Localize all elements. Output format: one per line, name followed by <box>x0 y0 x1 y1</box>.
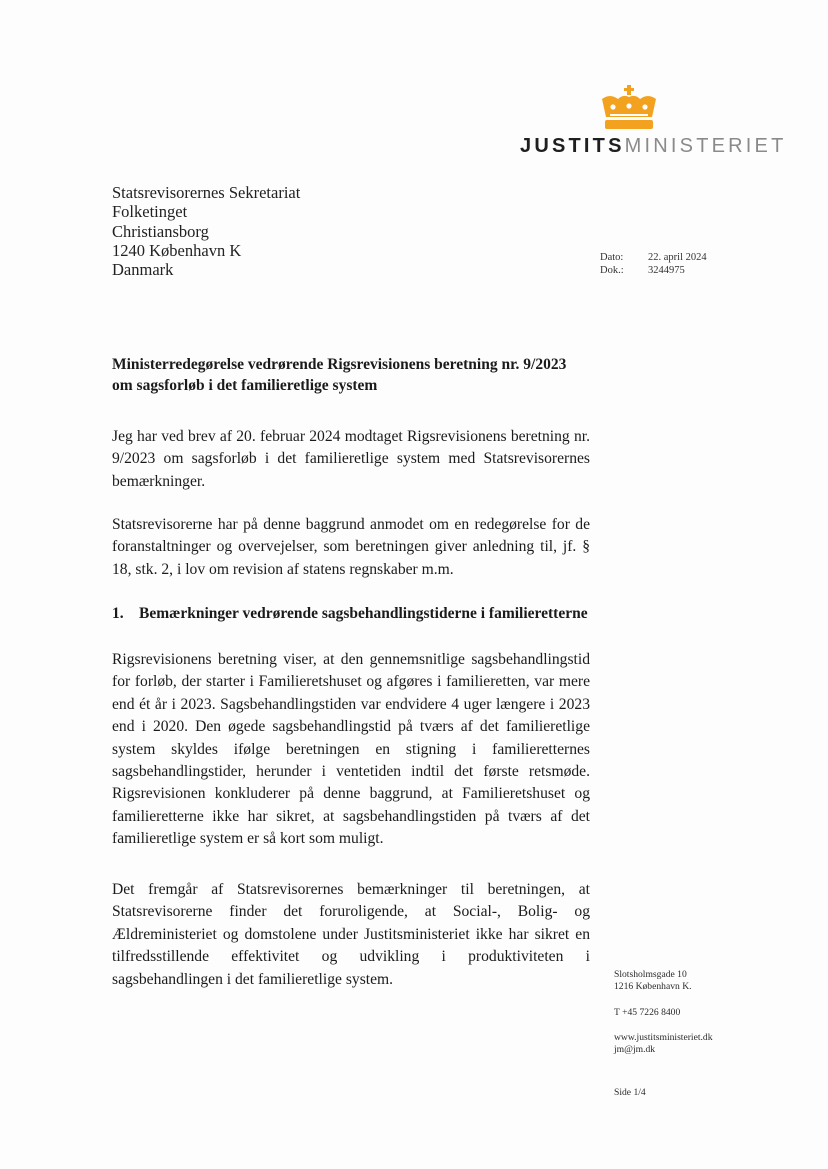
address-line: 1240 København K <box>112 240 242 260</box>
date-value: 22. april 2024 <box>648 252 707 263</box>
paragraph-request: Statsrevisorerne har på denne baggrund anmodet om en redegørelse for de foranstaltninger og overvejelser, som beretningen giver anledning til, jf. § 18, stk. 2, i lov om revision af statens regnskaber m.m. <box>112 516 590 578</box>
document-title: Ministerredegørelse vedrørende Rigsrevisionens beretning nr. 9/2023 om sagsforløb i det familieretlige system <box>112 356 567 394</box>
paragraph-findings: Rigsrevisionens beretning viser, at den gennemsnitlige sagsbehandlingstid for forløb, der starter i Familieretshuset og afgøres i familieretten, var mere end ét år i 2023. Sagsbehandlingstiden var endvidere 4 uger længere i 2023 end i 2020. Den øgede sagsbehandlingstid på tværs af det familieretlige system skyldes ifølge beretningen en stigning i familieretternes sagsbehandlingstider, herunder i ventetiden indtil det første retsmøde. Rigsrevisionen konkluderer på denne baggrund, at Familieretshuset og familieretterne ikke har sikret, at sagsbehandlingstiden på tværs af det familieretlige system er så kort som muligt. <box>112 651 590 848</box>
doc-row <box>600 264 707 277</box>
paragraph-remarks: Det fremgår af Statsrevisorernes bemærkninger til beretningen, at Statsrevisorerne finder det foruroligende, at Social-, Bolig- og Ældreministeriet og domstolene under Justitsministeriet ikke har sikret en tilfredsstillende effektivitet og udvikling i produktiviteten i sagsbehandlingen i det familieretlige system. <box>112 881 590 988</box>
address-line: Folketinget <box>112 202 188 222</box>
logo-part2: MINISTERIET <box>624 135 787 157</box>
document-meta <box>600 251 707 277</box>
section-number: 1. <box>112 605 124 622</box>
address-line: Danmark <box>112 260 174 280</box>
ministry-website-link[interactable]: www.justitsministeriet.dk <box>614 1032 713 1043</box>
ministry-contact <box>614 1032 713 1055</box>
ministry-phone: T +45 7226 8400 <box>614 1007 681 1018</box>
date-label: Dato: <box>600 252 624 263</box>
ministry-logo-wordmark <box>520 135 787 157</box>
address-line: Statsrevisorernes Sekretariat <box>112 183 301 202</box>
logo-part1: JUSTITS <box>520 135 625 157</box>
ministry-street: Slotsholmsgade 10 <box>614 969 687 980</box>
doc-label: Dok.: <box>600 265 624 276</box>
ministry-address <box>614 969 692 992</box>
crown-logo-icon <box>598 85 660 131</box>
recipient-address <box>112 183 300 279</box>
ministry-email-link[interactable]: jm@jm.dk <box>614 1043 656 1055</box>
page-number: Side 1/4 <box>614 1087 646 1098</box>
ministry-city: 1216 København K. <box>614 980 692 992</box>
address-line: Christiansborg <box>112 221 209 241</box>
section-heading <box>112 604 590 625</box>
section-title: Bemærkninger vedrørende sagsbehandlingstiderne i familieretterne <box>139 605 588 622</box>
paragraph-intro: Jeg har ved brev af 20. februar 2024 modtaget Rigsrevisionens beretning nr. 9/2023 om sagsforløb i det familieretlige system med Statsrevisorernes bemærkninger. <box>112 428 590 490</box>
date-row <box>600 251 707 264</box>
doc-value: 3244975 <box>648 265 685 276</box>
